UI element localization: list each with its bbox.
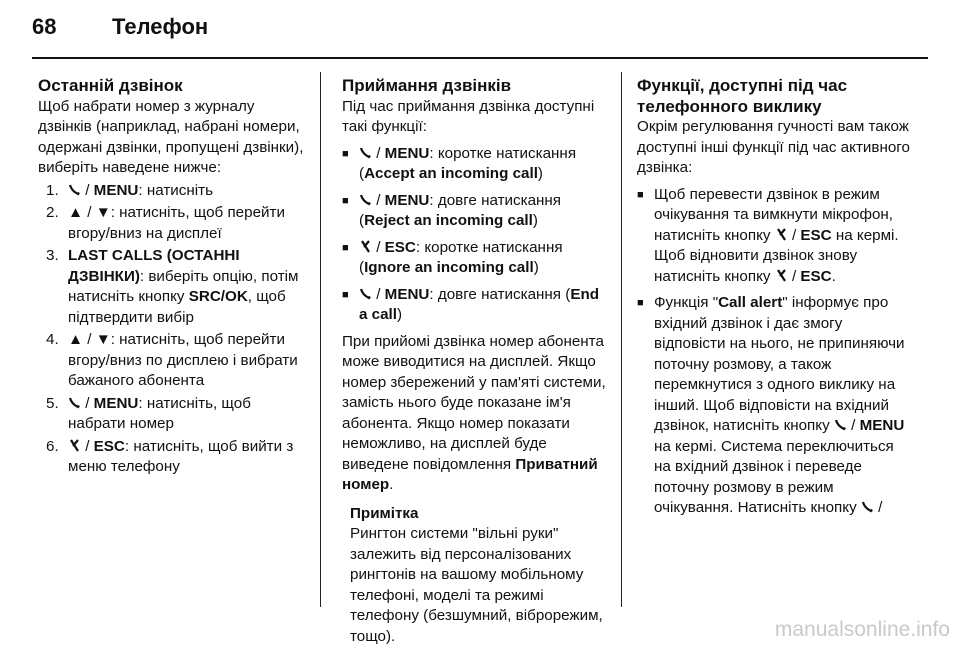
phone-call-icon: [359, 287, 372, 300]
list-item: 6. / ESC: натисніть, щоб вийти з меню телефону: [38, 437, 310, 478]
step-number: 4.: [46, 330, 59, 351]
section-heading: Останній дзвінок: [38, 76, 310, 97]
key-label: ESC: [800, 268, 831, 285]
key-label: SRC/OK: [189, 288, 248, 305]
list-item: [38, 330, 310, 392]
note-text: Рингтон системи "вільні руки" залежить від персоналізованих рингтонів на вашому мобільному телефоні, моделі та режимі телефону (безшумний, віброрежим, тощо).: [350, 524, 608, 647]
section-heading: Функції, доступні під час телефонного виклику: [637, 76, 913, 117]
column-divider-2: [621, 72, 622, 607]
header-rule: [32, 57, 928, 59]
item-text: ): [534, 259, 539, 276]
section-intro: Окрім регулювання гучності вам також доступні інші функції під час активного дзвінка:: [637, 117, 913, 179]
section-heading: Приймання дзвінків: [342, 76, 608, 97]
page-title: Телефон: [112, 14, 208, 39]
item-text: на кермі. Щоб відновити дзвінок знову натисніть кнопку: [654, 227, 899, 285]
list-item: ■ / MENU: коротке натискання (Accept an incoming call): [342, 144, 608, 185]
function-name: Ignore an incoming call: [364, 259, 534, 276]
item-text: Щоб перевести дзвінок в режим очікування та вимкнути мікрофон, натисніть кнопку: [654, 186, 893, 244]
key-label: ESC: [385, 239, 416, 256]
column-last-call: [38, 76, 310, 480]
phone-call-icon: [68, 183, 81, 196]
item-text: : коротке натискання (: [359, 239, 563, 277]
item-text: Функція ": [654, 294, 718, 311]
page-number: 68: [32, 14, 112, 40]
note-title: Примітка: [350, 504, 608, 525]
key-label: MENU: [385, 145, 430, 162]
phone-hangup-icon: [775, 269, 788, 282]
step-text: ▲ / ▼: натисніть, щоб перейти вгору/вниз по дисплею і вибрати бажаного абонента: [68, 331, 298, 389]
item-text: ): [538, 165, 543, 182]
key-label: ESC: [94, 438, 125, 455]
key-label: MENU: [94, 395, 139, 412]
item-text: : коротке натискання (: [359, 145, 576, 183]
note-box: [342, 504, 608, 647]
caller-id-paragraph: [342, 332, 608, 496]
list-item: ■ Функція "Call alert" інформує про вхідний дзвінок і дає змогу відповісти на нього, не припиняючи поточну розмову, а також перемкнутися з одного виклику на інший. Щоб відповісти на вхідний дзвінок, натисніть кнопку / MENU на кермі. Система переключиться на вхідний дзвінок і переведе поточну розмову в режим очікування. Натисніть кнопку /: [637, 293, 913, 519]
functions-list: [342, 144, 608, 326]
section-intro: Щоб набрати номер з журналу дзвінків (наприклад, набрані номери, одержані дзвінки, пропущені дзвінки), виберіть наведене нижче:: [38, 97, 310, 179]
key-label: MENU: [385, 192, 430, 209]
key-label: MENU: [385, 286, 430, 303]
step-text: , щоб підтвердити вибір: [68, 288, 286, 326]
steps-list: [38, 181, 310, 478]
step-number: 6.: [46, 437, 59, 458]
step-text: : натисніть, щоб набрати номер: [68, 395, 251, 433]
function-name: Call alert: [718, 294, 782, 311]
key-label: LAST CALLS (ОСТАННІ ДЗВІНКИ): [68, 247, 240, 285]
page-header: [32, 14, 208, 40]
key-label: MENU: [860, 417, 905, 434]
list-item: ■ Щоб перевести дзвінок в режим очікування та вимкнути мікрофон, натисніть кнопку / ESC на кермі. Щоб відновити дзвінок знову натисніть кнопку / ESC.: [637, 185, 913, 288]
item-text: на кермі. Система переключиться на вхідний дзвінок і переведе поточну розмову в режим очікування. Натисніть кнопку: [654, 438, 894, 517]
step-text: : натисніть, щоб вийти з меню телефону: [68, 438, 293, 476]
key-label: ESC: [800, 227, 831, 244]
phone-hangup-icon: [775, 228, 788, 241]
item-text: " інформує про вхідний дзвінок і дає змогу відповісти на нього, не припиняючи поточну розмову, а також перемкнутися з одного виклику на інший. Щоб відповісти на вхідний дзвінок, натисніть кнопку: [654, 294, 905, 434]
phone-hangup-icon: [68, 439, 81, 452]
step-number: 1.: [46, 181, 59, 202]
step-text: : виберіть опцію, потім натисніть кнопку: [68, 268, 298, 306]
watermark: manualsonline.info: [775, 618, 950, 642]
step-number: 3.: [46, 246, 59, 267]
list-item: [38, 246, 310, 328]
key-label: MENU: [94, 182, 139, 199]
section-intro: Під час приймання дзвінка доступні такі функції:: [342, 97, 608, 138]
functions-list: [637, 185, 913, 519]
list-item: ■ / MENU: довге натискання (End a call): [342, 285, 608, 326]
item-text: /: [874, 499, 882, 516]
phone-hangup-icon: [359, 240, 372, 253]
item-text: ): [397, 306, 402, 323]
function-name: End a call: [359, 286, 599, 324]
list-item: ■ / ESC: коротке натискання (Ignore an incoming call): [342, 238, 608, 279]
phone-call-icon: [68, 396, 81, 409]
phone-call-icon: [861, 500, 874, 513]
step-number: 2.: [46, 203, 59, 224]
item-text: : довге натискання (: [429, 286, 570, 303]
step-number: 5.: [46, 394, 59, 415]
paragraph-text: .: [389, 476, 393, 493]
list-item: ■ / MENU: довге натискання (Reject an incoming call): [342, 191, 608, 232]
function-name: Accept an incoming call: [364, 165, 538, 182]
function-name: Reject an incoming call: [364, 212, 533, 229]
list-item: 5. / MENU: натисніть, щоб набрати номер: [38, 394, 310, 435]
step-text: ▲ / ▼: натисніть, щоб перейти вгору/вниз на дисплеї: [68, 204, 285, 242]
list-item: 1. / MENU: натисніть: [38, 181, 310, 202]
column-receiving-calls: [342, 76, 608, 647]
phone-call-icon: [834, 418, 847, 431]
phone-call-icon: [359, 193, 372, 206]
item-text: .: [832, 268, 836, 285]
phone-call-icon: [359, 146, 372, 159]
item-text: ): [533, 212, 538, 229]
private-number-label: Приватний номер: [342, 456, 598, 494]
step-text: : натисніть: [138, 182, 213, 199]
item-text: : довге натискання (: [359, 192, 561, 230]
column-divider-1: [320, 72, 321, 607]
column-in-call-functions: [637, 76, 913, 519]
paragraph-text: При прийомі дзвінка номер абонента може виводитися на дисплей. Якщо номер збережений у пам'яті системи, замість нього буде показане ім'я абонента. Якщо номер показати неможливо, на дисплей буде виведене повідомлення: [342, 333, 606, 473]
list-item: [38, 203, 310, 244]
